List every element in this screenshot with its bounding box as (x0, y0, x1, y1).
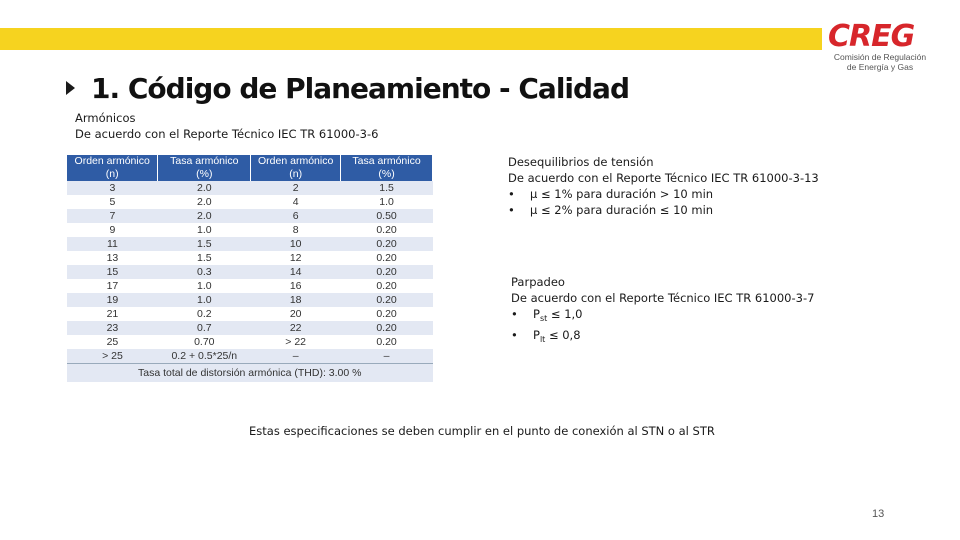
table-header-row-1 (67, 155, 433, 168)
table-row (67, 349, 433, 364)
table-header-cell: (n) (251, 168, 341, 181)
bullet-icon: • (511, 328, 518, 342)
table-cell: 1.5 (341, 181, 433, 195)
table-header-cell: Orden armónico (251, 155, 341, 168)
table-body (67, 181, 433, 364)
table-cell: 1.0 (158, 223, 251, 237)
table-header-cell: (%) (341, 168, 433, 181)
table-cell: > 22 (251, 335, 341, 349)
logo-subtitle-line2: de Energía y Gas (846, 62, 914, 72)
table-cell: 0.3 (158, 265, 251, 279)
table-cell: 15 (67, 265, 158, 279)
table-cell: – (251, 349, 341, 364)
table-header-cell: Orden armónico (67, 155, 158, 168)
parpadeo-heading: Parpadeo (511, 275, 565, 289)
bullet-icon: • (511, 307, 518, 321)
table-cell: 25 (67, 335, 158, 349)
table-cell: 20 (251, 307, 341, 321)
table-cell: 0.20 (341, 335, 433, 349)
table-cell: 0.20 (341, 265, 433, 279)
desequilibrios-heading: Desequilibrios de tensión (508, 155, 654, 169)
creg-logo (828, 19, 938, 82)
table-cell: 0.70 (158, 335, 251, 349)
bullet-icon: • (508, 187, 515, 201)
table-header-row-2 (67, 168, 433, 181)
table-cell: 0.20 (341, 223, 433, 237)
table-cell: 7 (67, 209, 158, 223)
bullet-text: µ ≤ 2% para duración ≤ 10 min (530, 203, 714, 217)
list-item (511, 327, 814, 348)
armonicos-subheading: De acuerdo con el Reporte Técnico IEC TR 61000-3-6 (75, 127, 379, 141)
table-cell: 5 (67, 195, 158, 209)
table-cell: 10 (251, 237, 341, 251)
table-cell: 12 (251, 251, 341, 265)
table-cell: 8 (251, 223, 341, 237)
desequilibrios-section (508, 154, 819, 218)
table-cell: 1.5 (158, 237, 251, 251)
thd-footer: Tasa total de distorsión armónica (THD): 3.00 % (67, 364, 433, 383)
table-footer-row (67, 364, 433, 383)
flicker-limit: ≤ 0,8 (545, 328, 581, 342)
table-cell: 0.2 (158, 307, 251, 321)
bullet-text (533, 327, 581, 348)
table-cell: 1.0 (158, 279, 251, 293)
table-cell: 2.0 (158, 181, 251, 195)
flicker-symbol: P (533, 307, 540, 321)
desequilibrios-subheading: De acuerdo con el Reporte Técnico IEC TR 61000-3-13 (508, 171, 819, 185)
table-row (67, 265, 433, 279)
flicker-limit: ≤ 1,0 (547, 307, 583, 321)
table-row (67, 321, 433, 335)
table-cell: 0.20 (341, 251, 433, 265)
armonicos-heading: Armónicos (75, 111, 136, 125)
table-cell: 13 (67, 251, 158, 265)
table-cell: 0.20 (341, 293, 433, 307)
table-row (67, 237, 433, 251)
table-header-cell: (n) (67, 168, 158, 181)
table-row (67, 223, 433, 237)
table-row (67, 209, 433, 223)
table-header-cell: Tasa armónico (341, 155, 433, 168)
table-cell: 17 (67, 279, 158, 293)
flicker-symbol: P (533, 328, 540, 342)
table-cell: 21 (67, 307, 158, 321)
table-row (67, 293, 433, 307)
table-cell: 1.5 (158, 251, 251, 265)
table-row (67, 181, 433, 195)
table-cell: 9 (67, 223, 158, 237)
table-cell: 16 (251, 279, 341, 293)
table-row (67, 279, 433, 293)
table-cell: 0.50 (341, 209, 433, 223)
table-cell: – (341, 349, 433, 364)
table-cell: 0.20 (341, 307, 433, 321)
list-item (508, 186, 819, 202)
table-cell: 1.0 (341, 195, 433, 209)
harmonics-table (67, 155, 433, 382)
parpadeo-subheading: De acuerdo con el Reporte Técnico IEC TR 61000-3-7 (511, 291, 815, 305)
list-item (508, 202, 819, 218)
table-cell: 0.20 (341, 279, 433, 293)
table-cell: 2 (251, 181, 341, 195)
table-row (67, 251, 433, 265)
table-cell: 2.0 (158, 195, 251, 209)
table-header-cell: (%) (158, 168, 251, 181)
table-cell: 18 (251, 293, 341, 307)
logo-wordmark: CREG (828, 19, 915, 54)
table-cell: 14 (251, 265, 341, 279)
bullet-text (533, 306, 583, 327)
header-accent-bar (0, 28, 822, 50)
page-title: 1. Código de Planeamiento - Calidad (91, 71, 629, 105)
table-cell: 3 (67, 181, 158, 195)
parpadeo-section (511, 274, 814, 348)
list-item (511, 306, 814, 327)
logo-subtitle-line1: Comisión de Regulación (833, 52, 927, 62)
table-cell: 23 (67, 321, 158, 335)
bullet-icon: • (508, 203, 515, 217)
table-cell: > 25 (67, 349, 158, 364)
table-cell: 4 (251, 195, 341, 209)
title-row (66, 68, 629, 108)
table-cell: 2.0 (158, 209, 251, 223)
bullet-text: µ ≤ 1% para duración > 10 min (530, 187, 714, 201)
table-header-cell: Tasa armónico (158, 155, 251, 168)
page-number: 13 (872, 508, 885, 520)
table-cell: 6 (251, 209, 341, 223)
table-cell: 22 (251, 321, 341, 335)
table-row (67, 195, 433, 209)
table-cell: 19 (67, 293, 158, 307)
table-cell: 0.20 (341, 237, 433, 251)
table-cell: 0.7 (158, 321, 251, 335)
flicker-subscript: st (539, 314, 548, 323)
table-cell: 1.0 (158, 293, 251, 307)
triangle-bullet-icon (66, 81, 75, 95)
table-cell: 0.2 + 0.5*25/n (158, 349, 251, 364)
table-cell: 0.20 (341, 321, 433, 335)
table-row (67, 335, 433, 349)
compliance-note: Estas especificaciones se deben cumplir en el punto de conexión al STN o al STR (249, 424, 715, 438)
armonicos-section (75, 110, 378, 142)
table-cell: 11 (67, 237, 158, 251)
flicker-subscript: lt (539, 335, 546, 344)
table-row (67, 307, 433, 321)
